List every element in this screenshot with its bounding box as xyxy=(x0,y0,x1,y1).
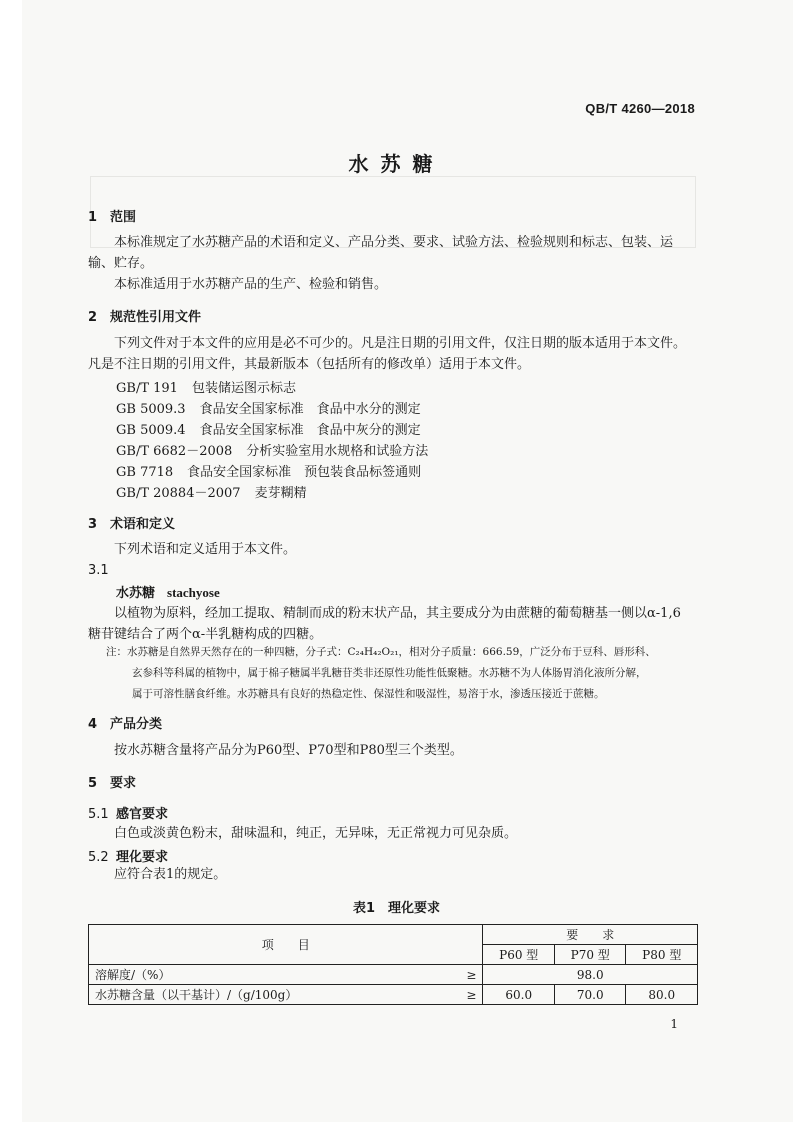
term-english: stachyose xyxy=(167,585,220,600)
table-caption: 表1 理化要求 xyxy=(352,901,441,916)
section-number: 1 xyxy=(88,210,98,225)
section-title: 要求 xyxy=(110,776,137,791)
reference-name: 包装储运图示标志 xyxy=(191,381,296,396)
section-2-paragraph-1: 下列文件对于本文件的应用是必不可少的。凡是注日期的引用文件，仅注日期的版本适用于本文件。 xyxy=(114,336,687,351)
section-1-heading xyxy=(88,206,136,225)
column-header-type: P70 型 xyxy=(554,945,626,965)
requirements-table xyxy=(88,924,698,1005)
column-header-requirement: 要 求 xyxy=(483,925,698,945)
reference-name: 食品安全国家标准 预包装食品标签通则 xyxy=(187,465,422,480)
row-value: 60.0 xyxy=(483,985,555,1005)
section-2-heading xyxy=(88,306,201,325)
table-row xyxy=(89,985,698,1005)
reference-code: GB 7718 xyxy=(116,465,174,480)
reference-name: 食品安全国家标准 食品中水分的测定 xyxy=(199,402,421,417)
section-number: 5 xyxy=(88,776,98,791)
row-operator: ≥ xyxy=(456,965,483,985)
clause-number: 5.2 xyxy=(88,850,109,865)
section-4-heading xyxy=(88,713,162,732)
section-number: 3 xyxy=(88,517,98,532)
table-row xyxy=(89,965,698,985)
reference-name: 麦芽糊精 xyxy=(254,486,307,501)
document-title: 水苏糖 xyxy=(348,152,445,176)
section-4-paragraph-1: 按水苏糖含量将产品分为P60型、P70型和P80型三个类型。 xyxy=(114,743,463,758)
row-item: 溶解度/（%） xyxy=(89,965,457,985)
clause-title: 理化要求 xyxy=(116,850,169,865)
term-note xyxy=(106,642,698,705)
reference-code: GB/T 191 xyxy=(116,381,178,396)
reference-code: GB 5009.4 xyxy=(116,423,186,438)
column-header-type: P80 型 xyxy=(626,945,698,965)
reference-name: 分析实验室用水规格和试验方法 xyxy=(246,444,429,459)
section-3-paragraph-1: 下列术语和定义适用于本文件。 xyxy=(114,542,297,557)
clause-number: 3.1 xyxy=(88,563,109,578)
section-title: 范围 xyxy=(110,210,137,225)
section-title: 规范性引用文件 xyxy=(110,310,202,325)
term-definition: 以植物为原料，经加工提取、精制而成的粉末状产品，其主要成分为由蔗糖的葡萄糖基一侧以α-1,6 xyxy=(114,606,681,621)
reference-name: 食品安全国家标准 食品中灰分的测定 xyxy=(199,423,421,438)
reference-item xyxy=(116,398,435,417)
clause-5-2-heading xyxy=(88,846,168,865)
reference-code: GB 5009.3 xyxy=(116,402,186,417)
section-1-paragraph-2: 本标准适用于水苏糖产品的生产、检验和销售。 xyxy=(114,277,388,292)
reference-item xyxy=(116,461,435,480)
row-operator: ≥ xyxy=(456,985,483,1005)
note-line: 玄参科等科属的植物中，属于棉子糖属半乳糖苷类非还原性功能性低聚糖。水苏糖不为人体肠胃消化液所分解， xyxy=(132,667,647,679)
clause-5-1-heading xyxy=(88,803,168,822)
table-header-row xyxy=(89,925,698,945)
section-1-paragraph-1-cont: 输、贮存。 xyxy=(88,256,154,271)
section-number: 2 xyxy=(88,310,98,325)
section-title: 产品分类 xyxy=(110,717,163,732)
reference-item xyxy=(116,419,435,438)
section-5-heading xyxy=(88,772,136,791)
reference-code: GB/T 6682－2008 xyxy=(116,444,233,459)
section-1-paragraph-1: 本标准规定了水苏糖产品的术语和定义、产品分类、要求、试验方法、检验规则和标志、包装、运 xyxy=(114,235,674,250)
standard-code: QB/T 4260—2018 xyxy=(585,101,695,116)
row-value: 70.0 xyxy=(554,985,626,1005)
reference-code: GB/T 20884－2007 xyxy=(116,486,241,501)
term-entry xyxy=(116,582,220,601)
row-item: 水苏糖含量（以干基计）/（g/100g） xyxy=(89,985,457,1005)
row-value: 80.0 xyxy=(626,985,698,1005)
note-line: 注：水苏糖是自然界天然存在的一种四糖，分子式：C₂₄H₄₂O₂₁，相对分子质量：666.59，广泛分布于豆科、唇形科、 xyxy=(106,646,656,658)
reference-item xyxy=(116,377,310,396)
column-header-type: P60 型 xyxy=(483,945,555,965)
row-value: 98.0 xyxy=(483,965,698,985)
clause-number: 5.1 xyxy=(88,807,109,822)
section-2-paragraph-1-cont: 凡是不注日期的引用文件，其最新版本（包括所有的修改单）适用于本文件。 xyxy=(88,357,531,372)
clause-title: 感官要求 xyxy=(116,807,169,822)
note-line: 属于可溶性膳食纤维。水苏糖具有良好的热稳定性、保湿性和吸湿性，易溶于水，渗透压接近于蔗糖。 xyxy=(132,688,605,700)
section-number: 4 xyxy=(88,717,98,732)
reference-item xyxy=(116,482,321,501)
clause-5-2-text: 应符合表1的规定。 xyxy=(114,867,227,882)
section-3-heading xyxy=(88,513,175,532)
clause-5-1-text: 白色或淡黄色粉末，甜味温和，纯正，无异味，无正常视力可见杂质。 xyxy=(114,826,518,841)
section-title: 术语和定义 xyxy=(110,517,176,532)
column-header-item: 项 目 xyxy=(89,925,483,965)
page-number: 1 xyxy=(670,1017,678,1031)
term-definition-cont: 糖苷键结合了两个α-半乳糖构成的四糖。 xyxy=(88,627,323,642)
term-chinese: 水苏糖 xyxy=(116,586,156,601)
reference-item xyxy=(116,440,442,459)
